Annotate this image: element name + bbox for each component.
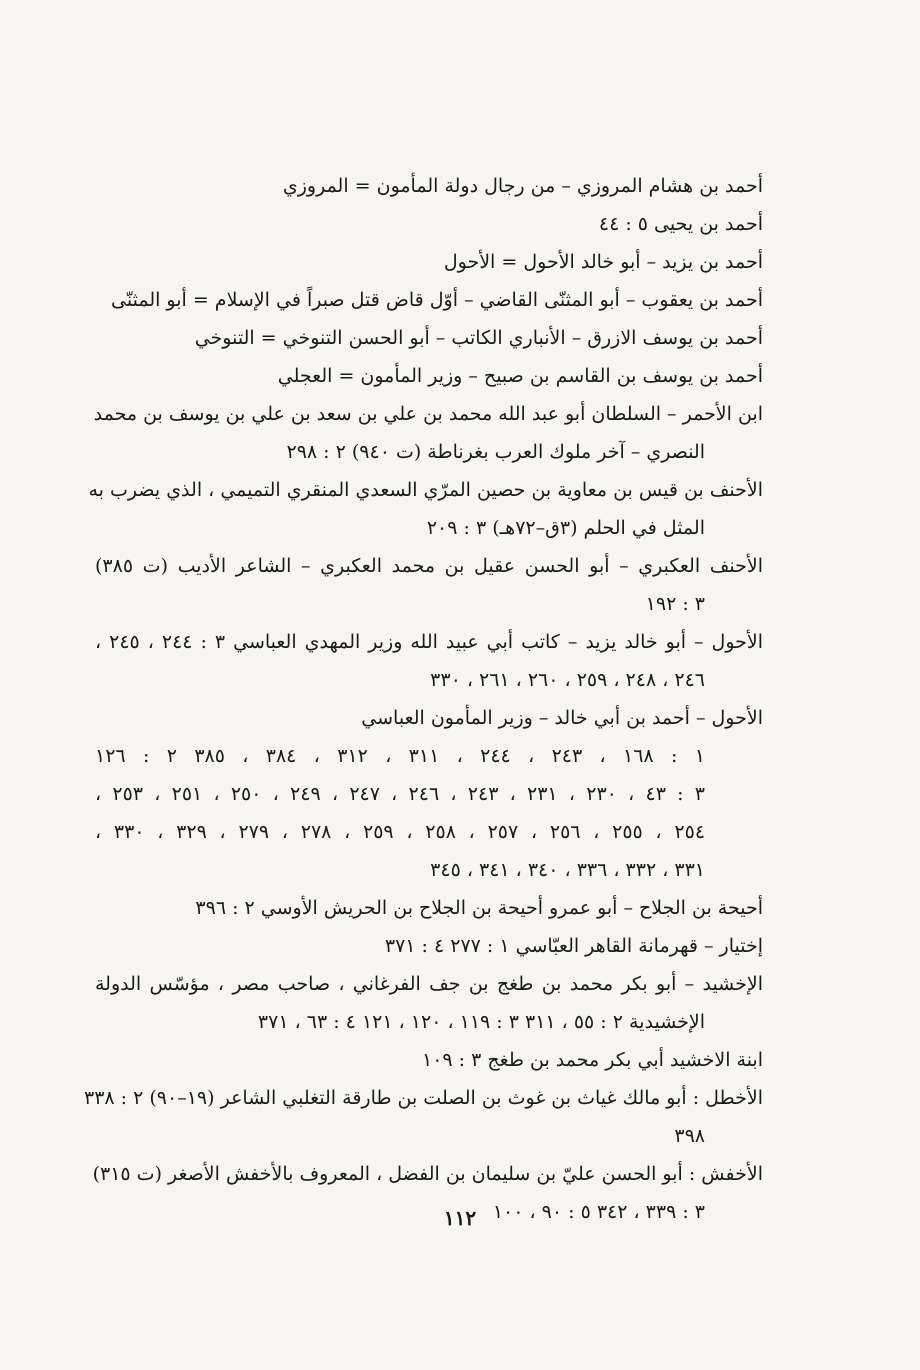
index-entry-continuation: ٢٤٦ ، ٢٤٨ ، ٢٥٩ ، ٢٦٠ ، ٢٦١ ، ٣٣٠ <box>430 669 705 691</box>
index-entry-continuation: ٣ : ٣٣٩ ، ٣٤٢ ٥ : ٩٠ ، ١٠٠ <box>492 1201 705 1223</box>
index-entry: أحمد بن يحيى ٥ : ٤٤ <box>598 213 763 235</box>
index-entry: ابنة الاخشيد أبي بكر محمد بن طغج ٣ : ١٠٩ <box>422 1049 763 1071</box>
index-entry: أحيحة بن الجلاح – أبو عمرو أحيحة بن الجلاح بن الحريش الأوسي ٢ : ٣٩٦ <box>195 897 763 919</box>
index-entry-continuation: ٢٥٤ ، ٢٥٥ ، ٢٥٦ ، ٢٥٧ ، ٢٥٨ ، ٢٥٩ ، ٢٧٨ ، ٢٧٩ ، ٣٢٩ ، ٣٣٠ ، <box>95 821 706 843</box>
index-entry-continuation: ٣ : ٤٣ ، ٢٣٠ ، ٢٣١ ، ٢٤٣ ، ٢٤٦ ، ٢٤٧ ، ٢٤٩ ، ٢٥٠ ، ٢٥١ ، ٢٥٣ ، <box>95 783 705 805</box>
index-entry: الأحنف بن قيس بن معاوية بن حصين المرّي السعدي المنقري التميمي ، الذي يضرب به <box>88 479 763 501</box>
index-entry-continuation: المثل في الحلم (٣ق–٧٢هـ) ٣ : ٢٠٩ <box>426 517 705 539</box>
index-entry: أحمد بن هشام المروزي – من رجال دولة المأمون = المروزي <box>282 175 763 197</box>
index-entry: الإخشيد – أبو بكر محمد بن طغج بن جف الفرغاني ، صاحب مصر ، مؤسّس الدولة <box>95 973 763 995</box>
index-entry-continuation: النصري – آخر ملوك العرب بغرناطة (ت ٩٤٠) ٢ : ٢٩٨ <box>286 441 705 463</box>
index-entry-continuation: الإخشيدية ٢ : ٥٥ ، ٣١١ ٣ : ١١٩ ، ١٢٠ ، ١٢١ ٤ : ٦٣ ، ٣٧١ <box>257 1011 705 1033</box>
index-entry-continuation: ٣٩٨ <box>674 1125 705 1147</box>
index-entry: أحمد بن يزيد – أبو خالد الأحول = الأحول <box>443 251 763 273</box>
index-entry: الأخفش : أبو الحسن عليّ بن سليمان بن الفضل ، المعروف بالأخفش الأصغر (ت ٣١٥) <box>92 1163 763 1185</box>
index-entry-continuation: ٣٣١ ، ٣٣٢ ، ٣٣٦ ، ٣٤٠ ، ٣٤١ ، ٣٤٥ <box>430 859 705 881</box>
index-entry: الأحنف العكبري – أبو الحسن عقيل بن محمد العكبري – الشاعر الأديب (ت ٣٨٥) <box>95 555 763 577</box>
index-entry: أحمد بن يوسف الازرق – الأنباري الكاتب – أبو الحسن التنوخي = التنوخي <box>194 327 763 349</box>
index-entry: أحمد بن يعقوب – أبو المثنّى القاضي – أوّل قاض قتل صبراً في الإسلام = أبو المثنّى <box>111 289 763 311</box>
index-entry-continuation: ٣ : ١٩٢ <box>645 593 705 615</box>
page-number: ١١٢ <box>443 1206 477 1230</box>
index-entry: الأحول – أبو خالد يزيد – كاتب أبي عبيد الله وزير المهدي العباسي ٣ : ٢٤٤ ، ٢٤٥ ، <box>95 631 763 653</box>
index-entry: إختيار – قهرمانة القاهر العبّاسي ١ : ٢٧٧ ٤ : ٣٧١ <box>384 935 763 957</box>
index-entry-continuation: ١ : ١٦٨ ، ٢٤٣ ، ٢٤٤ ، ٣١١ ، ٣١٢ ، ٣٨٤ ، ٣٨٥ ٢ : ١٢٦ <box>95 745 705 767</box>
index-entries <box>84 167 763 1231</box>
index-entry: الأحول – أحمد بن أبي خالد – وزير المأمون العباسي <box>361 707 763 729</box>
index-entry: الأخطل : أبو مالك غياث بن غوث بن الصلت بن طارقة التغلبي الشاعر (١٩–٩٠) ٢ : ٣٣٨ <box>84 1087 763 1109</box>
index-entry: ابن الأحمر – السلطان أبو عبد الله محمد بن علي بن سعد بن علي بن يوسف بن محمد <box>93 403 763 425</box>
index-entry: أحمد بن يوسف بن القاسم بن صبيح – وزير المأمون = العجلي <box>277 365 763 387</box>
